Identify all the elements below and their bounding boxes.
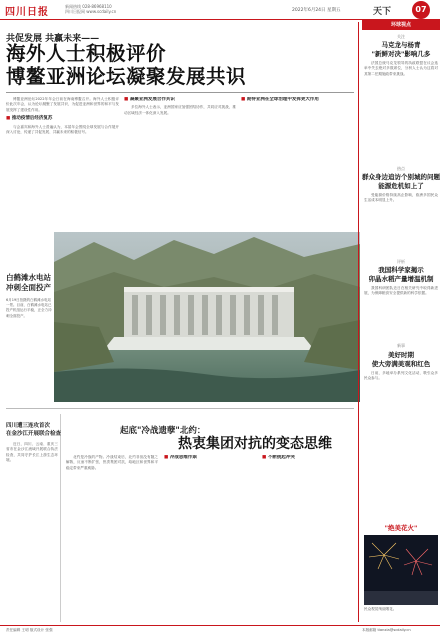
tag-1: 关注 <box>397 34 405 39</box>
right-item-3-body: 我国科研团队近日在相关研究中取得新进展，为保障粮食安全提供新的科学依据。 <box>364 286 438 296</box>
column-divider <box>60 414 61 622</box>
main-body-col1: 博鳌亚洲论坛2022年年会日前在海南博鳌召开。海外人士积极评价此次年会，认为论坛凝聚了发展共识，为促进亚洲和世界的和平与发展发挥了建设性作用。 ■ 推动疫情后经济复苏 与会嘉宾和海外人士普遍认为，本届年会围绕全球发展与合作展开深入讨论，传递了共促发展、共赢未来的积极信号。 <box>6 97 119 227</box>
right-column-banner: 环球视点 <box>362 20 440 30</box>
issue-date: 2022年6月24日 星期五 <box>292 8 341 13</box>
right-item-3-title: 我国科学家揭示 卯晶水稻产量增温机制 <box>368 266 434 283</box>
lower-headline: 热衷集团对抗的变态思维 <box>178 436 332 452</box>
lower-body-col1: 北约是冷战的产物。冷战结束后，北约非但没有随之解散，反而不断扩张，热衷集团对抗，给地区和世界和平稳定带来严重威胁。 <box>66 455 158 470</box>
right-column-rule <box>358 22 359 622</box>
lower-body-col2 <box>164 455 256 621</box>
right-item-5-title: "绝美花火" <box>384 524 418 532</box>
side-article-body: 近日，四川、云南、重庆三省市在金沙江流域开展联合执法检查，共同守护长江上游生态环境。 <box>6 442 58 463</box>
section-divider <box>6 408 354 409</box>
right-item-2-body: 受能源价格持续高企影响，欧洲多国民众生活成本明显上升。 <box>364 193 438 203</box>
footer-editor: 责任编辑 王明 版式设计 张强 <box>6 628 53 632</box>
fireworks-photo <box>364 535 438 605</box>
right-item-4-title: 美好时期 使大旁满美观和红色 <box>371 351 431 368</box>
photo-caption-body: 6月19日拍摄的白鹤滩水电站一景。目前，白鹤滩水电站已投产机组运行平稳，正全力冲刺全面投产。 <box>6 298 52 318</box>
right-item-1-body: 法国总统马克龙领导的执政联盟在议会选举中失去绝对多数席位，分析人士认为这将对其第二任期施政带来挑战。 <box>364 61 438 76</box>
side-article-title: 四川遭三连攻首次 在金沙江开展联合检查 <box>6 423 62 437</box>
tag-2: 热点 <box>397 166 405 171</box>
dam-photo <box>54 232 360 402</box>
photo-caption-title: 白鹤滩水电站 冲刺全面投产 <box>6 273 51 292</box>
main-subhead-2: ■ 凝聚亚洲发展合作共识 <box>124 97 236 102</box>
lower-body-col3 <box>262 455 354 621</box>
lower-subhead-2: ■ 不断挑起冲突 <box>262 455 354 460</box>
tag-4: 新事 <box>397 343 405 348</box>
footer-email: 本版邮箱 tianxia@scdaily.cn <box>362 628 411 632</box>
masthead-info: 新闻热线 028-86968110 四川日报网 www.scdaily.cn <box>65 4 117 14</box>
lower-kicker: 起底"冷战遗孽"北约： <box>120 426 206 436</box>
main-body-col3 <box>241 97 354 227</box>
lower-subhead-1: ■ 冷战思维作祟 <box>164 455 256 460</box>
main-subhead-3: ■ 期待亚洲在全球治理中发挥更大作用 <box>241 97 354 102</box>
masthead <box>0 0 440 20</box>
section-name: 天下 <box>373 7 392 17</box>
main-body-col2: ■ 凝聚亚洲发展合作共识 多位海外人士表示，亚洲国家应加强团结协作，共同应对挑战，推动区域经济一体化深入发展。 <box>124 97 236 227</box>
main-headline: 海外人士积极评价 博鳌亚洲论坛凝聚发展共识 <box>6 42 247 88</box>
page-number-badge: 07 <box>412 1 430 19</box>
main-kicker: 共促发展 共赢未来—— <box>6 34 100 44</box>
headline-rule <box>6 92 354 93</box>
main-subhead-1: ■ 推动疫情后经济复苏 <box>6 116 119 121</box>
right-item-1-title: 马克龙与杨青 "新鲜对决"影响几多 <box>371 41 431 58</box>
right-item-4-body: 日前，多地举办系列文化活动，吸引众多民众参与。 <box>364 371 438 381</box>
fireworks-caption: 民众观赏绚丽烟花。 <box>364 607 397 611</box>
right-item-2-title: 群众身边追访个别城的问题 能源危机如上了 <box>362 173 440 190</box>
page-footer <box>0 625 440 635</box>
tag-3: 评析 <box>397 259 405 264</box>
newspaper-logo: 四川日报 <box>5 7 49 18</box>
